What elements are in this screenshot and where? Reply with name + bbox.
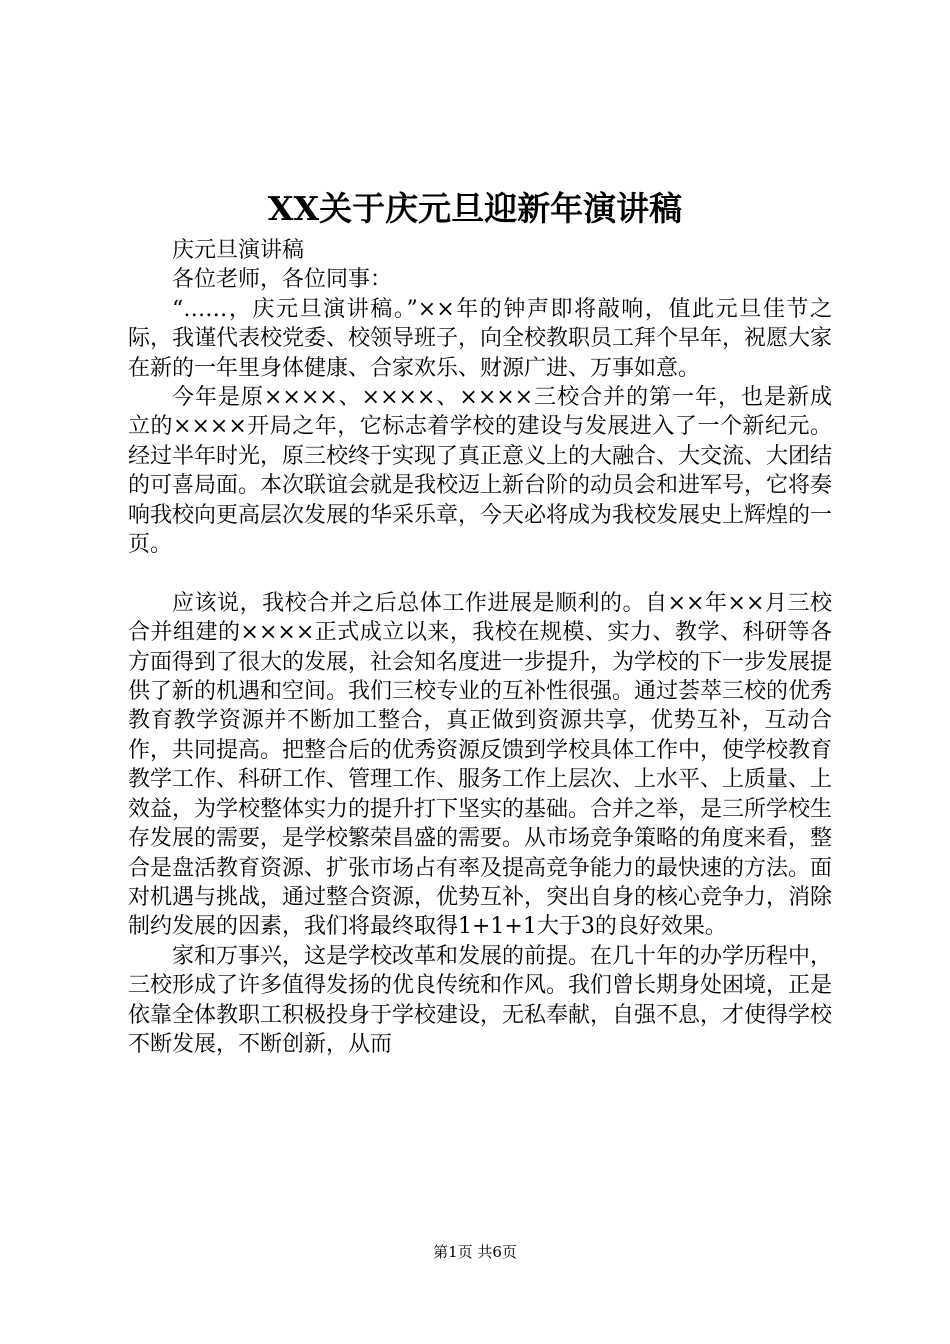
paragraph-greeting: “……，庆元旦演讲稿。”××年的钟声即将敲响，值此元旦佳节之际，我谨代表校党委、校领导班子，向全校教职员工拜个早年，祝愿大家在新的一年里身体健康、合家欢乐、财源广进、万事如意。 bbox=[128, 296, 833, 381]
document-body bbox=[128, 236, 832, 1059]
paragraph-harmony: 家和万事兴，这是学校改革和发展的前提。在几十年的办学历程中，三校形成了许多值得发扬的优良传统和作风。我们曾长期身处困境，正是依靠全体教职工积极投身于学校建设，无私奉献，自强不息，才使得学校不断发展，不断创新，从而 bbox=[128, 943, 833, 1057]
paragraph-merger-year: 今年是原××××、××××、××××三校合并的第一年，也是新成立的××××开局之年，它标志着学校的建设与发展进入了一个新纪元。经过半年时光，原三校终于实现了真正意义上的大融合、大交流、大团结的可喜局面。本次联谊会就是我校迈上新台阶的动员会和进军号，它将奏响我校向更高层次发展的华采乐章，今天必将成为我校发展史上辉煌的一页。 bbox=[128, 385, 833, 558]
page-number-footer: 第1页 共6页 bbox=[433, 1243, 517, 1261]
paragraph-progress: 应该说，我校合并之后总体工作进展是顺利的。自××年××月三校合并组建的××××正式成立以来，我校在规模、实力、教学、科研等各方面得到了很大的发展，社会知名度进一步提升，为学校的下一步发展提供了新的机遇和空间。我们三校专业的互补性很强。通过荟萃三校的优秀教育教学资源并不断加工整合，真正做到资源共享，优势互补，互动合作，共同提高。把整合后的优秀资源反馈到学校具体工作中，使学校教育教学工作、科研工作、管理工作、服务工作上层次、上水平、上质量、上效益，为学校整体实力的提升打下坚实的基础。合并之举，是三所学校生存发展的需要，是学校繁荣昌盛的需要。从市场竞争策略的角度来看，整合是盘活教育资源、扩张市场占有率及提高竞争能力的最快速的方法。面对机遇与挑战，通过整合资源，优势互补，突出自身的核心竞争力，消除制约发展的因素，我们将最终取得1+1+1大于3的良好效果。 bbox=[128, 590, 833, 940]
document-title: XX关于庆元旦迎新年演讲稿 bbox=[267, 189, 683, 228]
paragraph-subtitle: 庆元旦演讲稿 bbox=[172, 238, 305, 263]
paragraph-salutation: 各位老师，各位同事： bbox=[172, 267, 393, 293]
